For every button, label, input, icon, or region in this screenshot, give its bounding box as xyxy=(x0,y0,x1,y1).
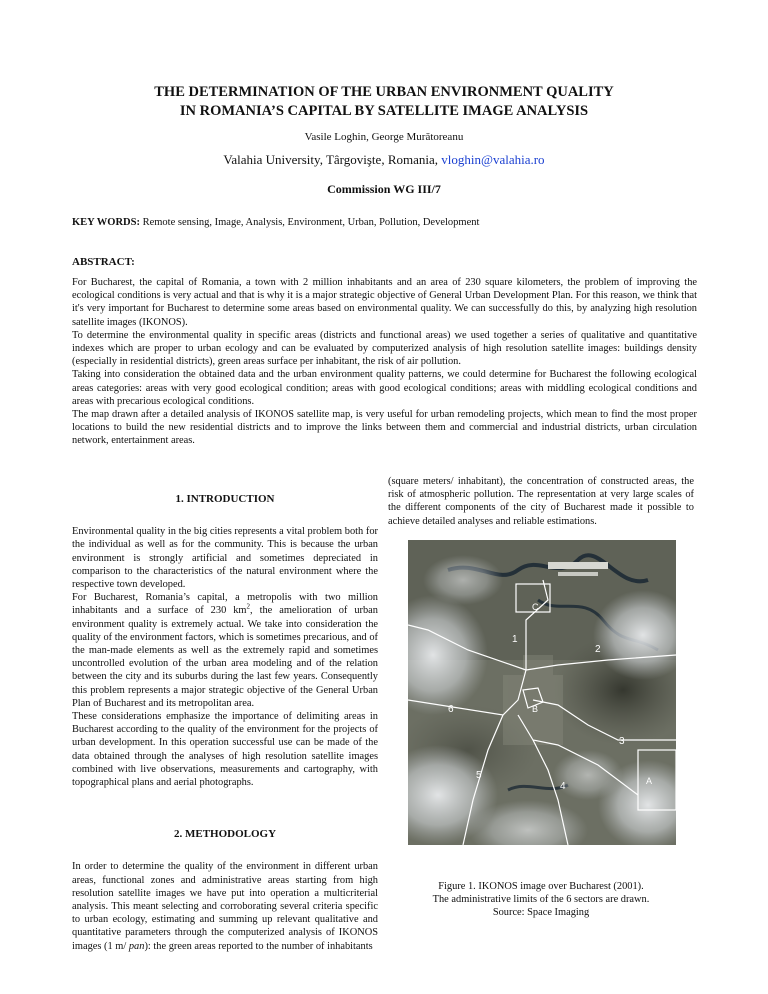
title-line-2: IN ROMANIA’S CAPITAL BY SATELLITE IMAGE ANALYSIS xyxy=(179,103,589,119)
abstract-paragraph: The map drawn after a detailed analysis of IKONOS satellite map, is very useful for urban remodeling projects, which mean to find the most proper locations to build the new residential districts and to improve the links between them and commercial and industrial districts, urban circulation network, entertainment areas. xyxy=(72,409,697,447)
introduction-heading: 1. INTRODUCTION xyxy=(175,493,275,505)
commission: Commission WG III/7 xyxy=(327,182,441,196)
methodology-text: In order to determine the quality of the environment in different urban areas, functional zones and administrative areas starting from high resolution satellite images we have put into operation a multicriterial analysis. This meant selecting and corroborating several criteria specific to urban ecology, estimating and summing up relevant qualitative and quantitative parameters through the computerized analysis of IKONOS images (1 m/ xyxy=(72,861,378,952)
abstract-paragraph: For Bucharest, the capital of Romania, a town with 2 million inhabitants and an area of 230 square kilometers, the problem of improving the ecological conditions is very actual and that is why it is a major strategic objective of General Urban Development Plan. For this reason, we think that it's very important for Bucharest to determine some areas based on environmental quality. We can successfully do this, by analyzing high resolution satellite images (IKONOS). xyxy=(72,277,697,328)
right-column xyxy=(388,475,694,528)
affiliation xyxy=(0,152,768,168)
left-column xyxy=(72,493,378,953)
title-line-1: THE DETERMINATION OF THE URBAN ENVIRONMENT QUALITY xyxy=(154,84,614,100)
intro-paragraph: These considerations emphasize the importance of delimiting areas in Bucharest according to the quality of the environment for the projects of urban development. In this operation successful use can be made of the data obtained through the analyses of high resolution satellite images combined with live observations, measurements and cartography, with topographical plans and aerial photographs. xyxy=(72,711,378,789)
keywords xyxy=(72,217,479,228)
map-label-sector-6: 6 xyxy=(448,704,454,715)
intro-text: For Bucharest, Romania’s capital, a metropolis with two million inhabitants and a surface of 230 km xyxy=(72,592,378,617)
keywords-text: Remote sensing, Image, Analysis, Environment, Urban, Pollution, Development xyxy=(139,217,480,228)
affiliation-text: Valahia University, Târgovişte, Romania, xyxy=(223,152,442,167)
methodology-heading: 2. METHODOLOGY xyxy=(173,828,277,841)
map-label-sector-1: 1 xyxy=(512,634,518,645)
intro-paragraph xyxy=(72,591,378,710)
map-label-sector-2: 2 xyxy=(595,644,601,655)
email-link[interactable]: vloghin@valahia.ro xyxy=(441,152,545,167)
intro-paragraph: Environmental quality in the big cities represents a vital problem both for the individual as well as for the community. This is because the urban environment is strongly artificial and sometimes depreciated in comparison to the characteristics of the natural environment where the respective town developed. xyxy=(72,526,378,591)
intro-text: , the amelioration of urban environment quality is extremely actual. We take into consideration the quality of the environment factors, which is sometimes precarious, and of the man-made elements as well as the extremely rapid and sometimes uncontrolled evolution of the urban area modeling and of the relation between the city and its suburbs during the last few years. Consequently this problem represents a major strategic objective of the General Urban Plan of Bucharest and its metropolitan area. xyxy=(72,605,378,709)
abstract-paragraph: Taking into consideration the obtained data and the urban environment quality patterns, we could determine for Bucharest the following ecological areas categories: areas with very good ecological condition; areas with good ecological conditions; areas with middling ecological conditions and areas with precarious ecological conditions. xyxy=(72,369,697,407)
methodology-paragraph xyxy=(72,860,378,952)
abstract-heading: ABSTRACT: xyxy=(72,256,135,268)
caption-line: Figure 1. IKONOS image over Bucharest (2001). xyxy=(438,881,644,892)
map-label-sector-5: 5 xyxy=(476,770,482,781)
map-label-sector-4: 4 xyxy=(560,781,566,792)
keywords-label: KEY WORDS: xyxy=(72,217,140,228)
map-label-sector-3: 3 xyxy=(619,736,625,747)
satellite-image xyxy=(408,540,676,845)
caption-line: Source: Space Imaging xyxy=(492,907,590,919)
figure-caption xyxy=(388,880,694,920)
map-label-a: A xyxy=(646,776,653,786)
paper-title xyxy=(0,83,768,121)
abstract-paragraph: To determine the environmental quality in specific areas (districts and functional areas) we used together a series of qualitative and quantitative indexes which are proper to urban ecology and can be evaluated by computerized analysis of high resolution satellite images: buildings density (especially in residential districts), green areas surface per inhabitant, the risk of air pollution. xyxy=(72,329,697,368)
authors: Vasile Loghin, George Murătoreanu xyxy=(304,131,464,143)
methodology-text: ): the green areas reported to the number of inhabitants xyxy=(144,940,373,952)
caption-line: The administrative limits of the 6 sectors are drawn. xyxy=(432,894,650,906)
map-label-c: C xyxy=(532,602,539,612)
methodology-emphasis: pan xyxy=(128,940,145,952)
superscript: 2 xyxy=(246,602,251,611)
right-paragraph: (square meters/ inhabitant), the concentration of constructed areas, the risk of atmospheric pollution. The representation at very large scales of the different components of the city of Bucharest made it possible to achieve detailed analyses and reliable estimations. xyxy=(388,476,694,527)
map-label-b: B xyxy=(532,704,539,714)
satellite-map-graphic xyxy=(408,540,676,845)
abstract-body xyxy=(72,276,697,448)
